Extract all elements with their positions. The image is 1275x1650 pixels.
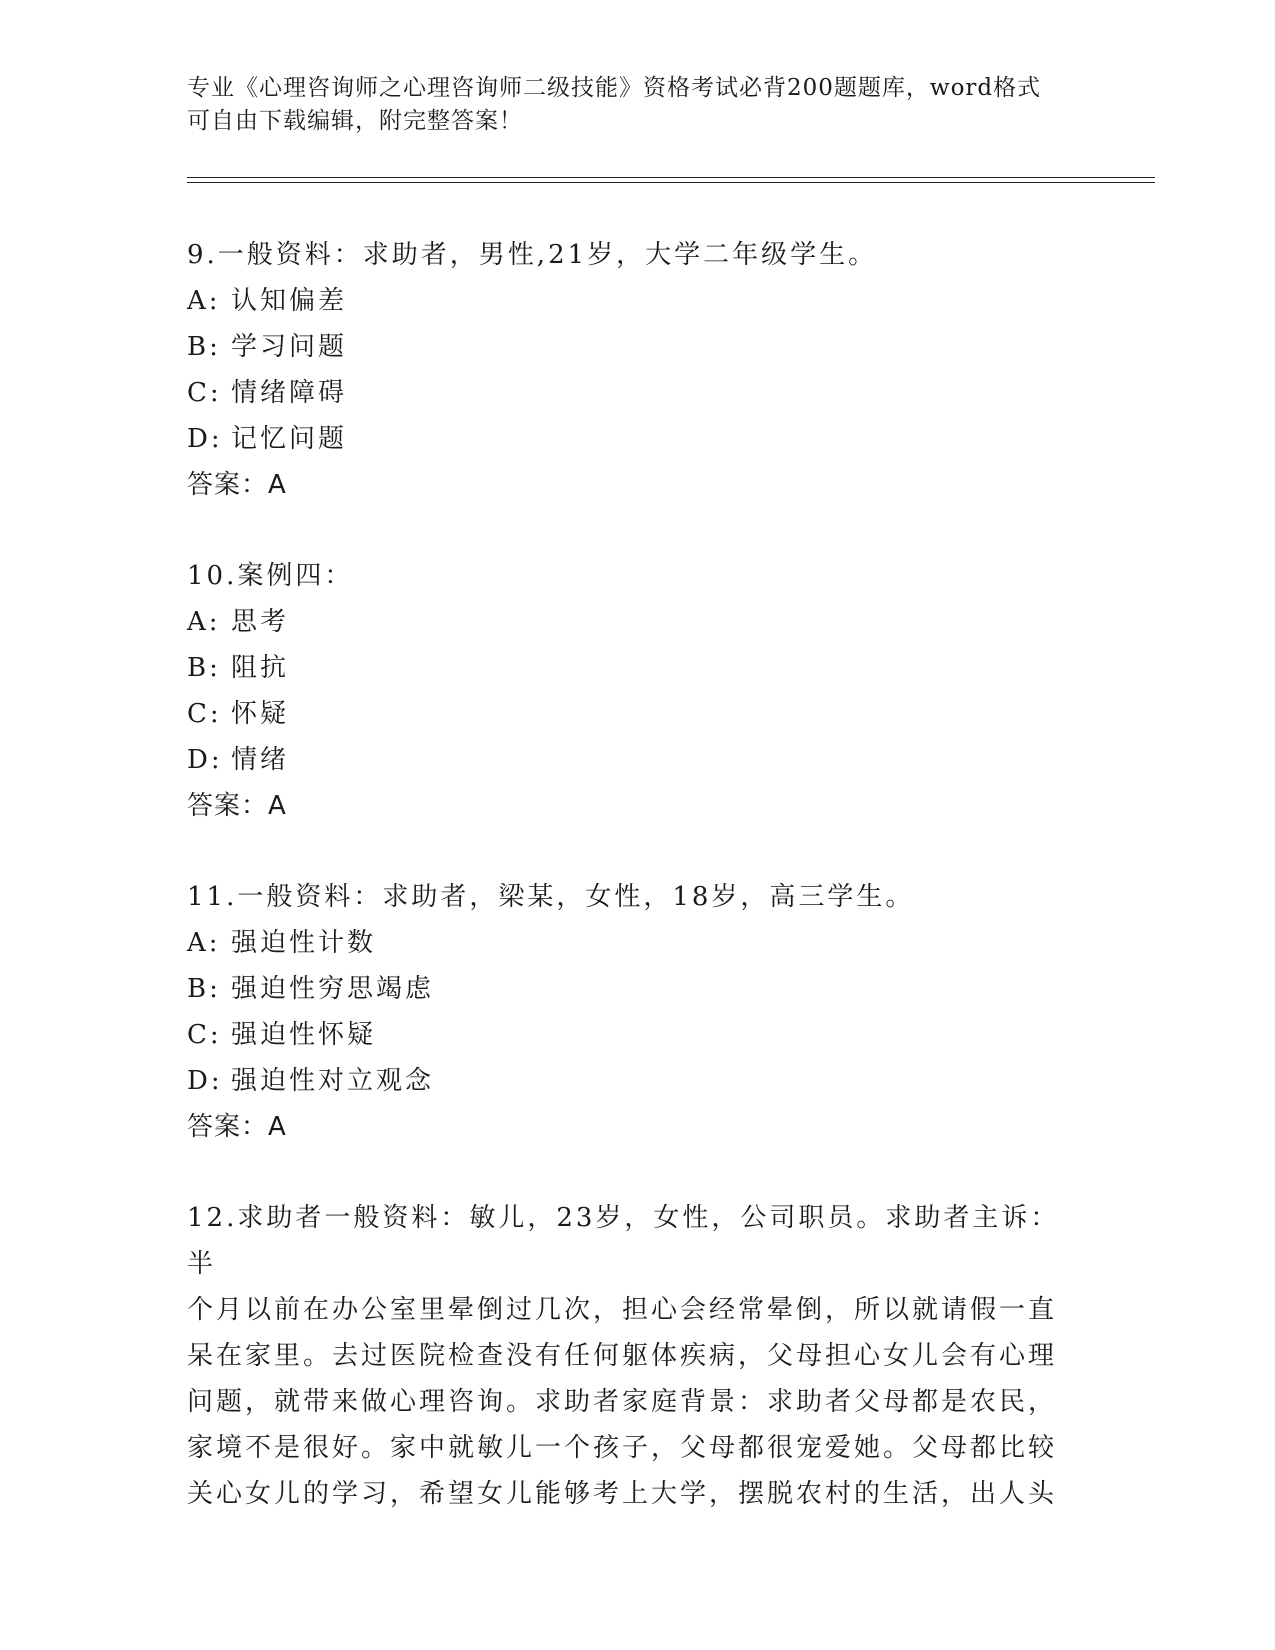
option-a bbox=[187, 278, 1087, 324]
option-text: 学习问题 bbox=[231, 332, 348, 362]
question-stem: 9.一般资料：求助者，男性,21岁，大学二年级学生。 bbox=[187, 240, 878, 270]
option-a bbox=[187, 599, 1087, 645]
option-c bbox=[187, 691, 1087, 737]
option-text: 记忆问题 bbox=[231, 424, 348, 454]
question-text-line: 12.求助者一般资料：敏儿，23岁，女性，公司职员。求助者主诉：半 bbox=[187, 1203, 1060, 1279]
question-9 bbox=[187, 232, 1087, 508]
option-letter: C: bbox=[187, 378, 222, 408]
option-c bbox=[187, 1012, 1087, 1058]
option-b bbox=[187, 324, 1087, 370]
question-text-line: 个月以前在办公室里晕倒过几次，担心会经常晕倒，所以就请假一直 bbox=[187, 1295, 1058, 1325]
option-b bbox=[187, 645, 1087, 691]
question-11 bbox=[187, 874, 1087, 1150]
option-text: 强迫性怀疑 bbox=[231, 1020, 377, 1050]
option-letter: B: bbox=[187, 653, 221, 683]
option-text: 强迫性穷思竭虑 bbox=[231, 974, 435, 1004]
option-text: 阻抗 bbox=[231, 653, 290, 683]
option-text: 强迫性计数 bbox=[231, 928, 377, 958]
question-text-line: 关心女儿的学习，希望女儿能够考上大学，摆脱农村的生活，出人头 bbox=[187, 1479, 1058, 1509]
option-letter: A: bbox=[187, 607, 221, 637]
answer-line: 答案：A bbox=[187, 470, 287, 500]
option-c bbox=[187, 370, 1087, 416]
option-d bbox=[187, 737, 1087, 783]
option-text: 强迫性对立观念 bbox=[231, 1066, 435, 1096]
option-text: 思考 bbox=[231, 607, 290, 637]
option-letter: D: bbox=[187, 745, 223, 775]
header-divider-top bbox=[187, 177, 1155, 178]
option-letter: D: bbox=[187, 1066, 223, 1096]
question-stem: 10.案例四： bbox=[187, 561, 354, 591]
option-letter: B: bbox=[187, 332, 221, 362]
header-line-1: 专业《心理咨询师之心理咨询师二级技能》资格考试必背200题题库，word格式 bbox=[187, 75, 1042, 101]
option-letter: A: bbox=[187, 286, 221, 316]
answer-line: 答案：A bbox=[187, 1112, 287, 1142]
option-text: 情绪 bbox=[231, 745, 290, 775]
option-text: 认知偏差 bbox=[231, 286, 348, 316]
option-letter: B: bbox=[187, 974, 221, 1004]
option-letter: C: bbox=[187, 1020, 222, 1050]
document-header bbox=[187, 72, 1067, 138]
option-d bbox=[187, 1058, 1087, 1104]
option-a bbox=[187, 920, 1087, 966]
question-list bbox=[187, 232, 1087, 1562]
option-d bbox=[187, 416, 1087, 462]
option-letter: C: bbox=[187, 699, 222, 729]
question-12 bbox=[187, 1195, 1087, 1517]
answer-line: 答案：A bbox=[187, 791, 287, 821]
question-stem: 11.一般资料：求助者，梁某，女性，18岁，高三学生。 bbox=[187, 882, 915, 912]
option-b bbox=[187, 966, 1087, 1012]
question-text-line: 家境不是很好。家中就敏儿一个孩子，父母都很宠爱她。父母都比较 bbox=[187, 1433, 1058, 1463]
header-line-2: 可自由下载编辑，附完整答案！ bbox=[187, 108, 523, 134]
question-10 bbox=[187, 553, 1087, 829]
option-text: 情绪障碍 bbox=[231, 378, 348, 408]
question-text-line: 问题，就带来做心理咨询。求助者家庭背景：求助者父母都是农民， bbox=[187, 1387, 1058, 1417]
question-text-line: 呆在家里。去过医院检查没有任何躯体疾病，父母担心女儿会有心理 bbox=[187, 1341, 1058, 1371]
header-divider-bottom bbox=[187, 182, 1155, 183]
option-text: 怀疑 bbox=[231, 699, 290, 729]
option-letter: D: bbox=[187, 424, 223, 454]
option-letter: A: bbox=[187, 928, 221, 958]
